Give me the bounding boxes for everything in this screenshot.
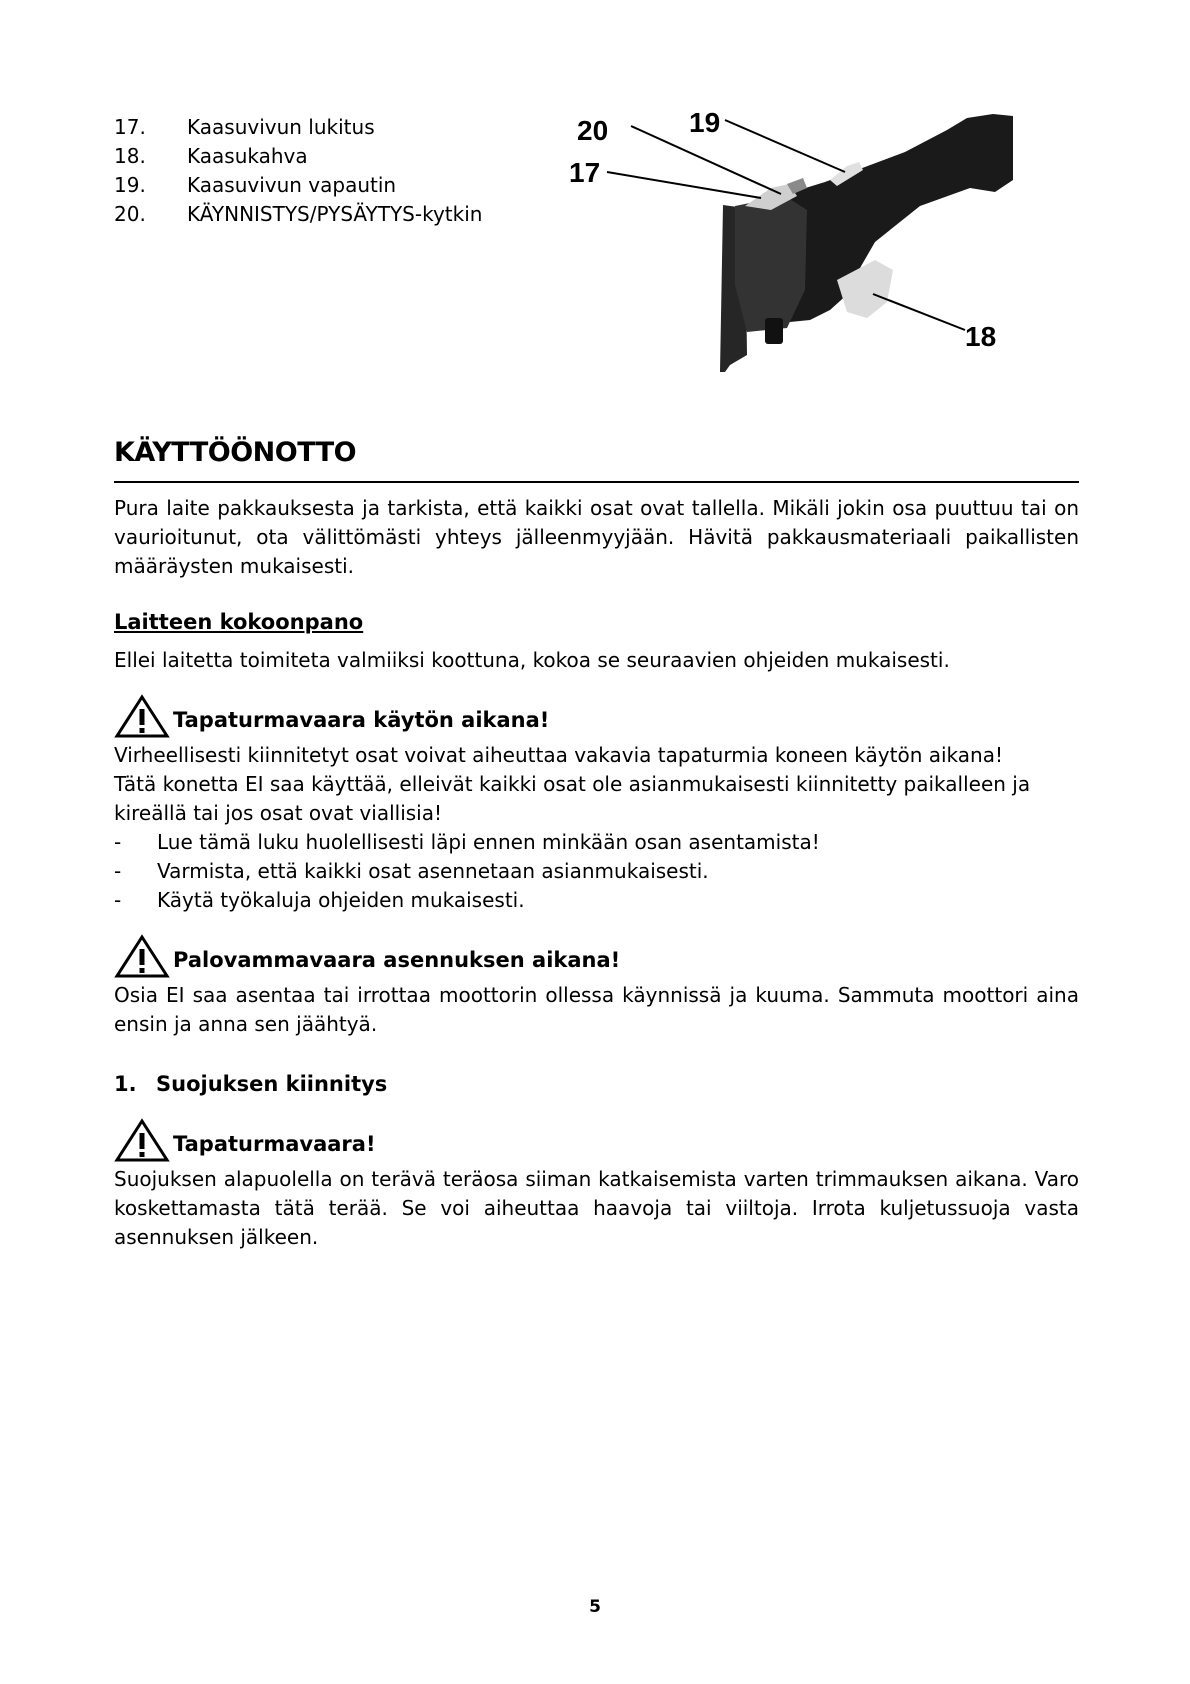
parts-list-item: [114, 171, 482, 200]
warning1-line2: Tätä konetta EI saa käyttää, elleivät kaikki osat ole asianmukaisesti kiinnitetty paikalleen ja: [114, 772, 1031, 796]
warning-title: Palovammavaara asennuksen aikana!: [173, 948, 621, 972]
step-title: Suojuksen kiinnitys: [156, 1072, 388, 1096]
warning2-paragraph: Osia EI saa asentaa tai irrottaa moottorin ollessa käynnissä ja kuuma. Sammuta moottori aina ensin ja anna sen jäähtyä.: [114, 983, 1079, 1036]
part-label: KÄYNNISTYS/PYSÄYTYS-kytkin: [187, 202, 483, 226]
callout-18: 18: [965, 321, 997, 352]
warning-heading-accident-use: [114, 694, 549, 738]
callout-line-17: [607, 172, 761, 198]
list-item: - Varmista, että kaikki osat asennetaan asianmukaisesti.: [114, 857, 820, 886]
throttle-handle-figure: [569, 107, 1015, 372]
warning-triangle-icon: [114, 1118, 170, 1162]
warning1-bullet-list: [114, 828, 820, 915]
section-title: KÄYTTÖÖNOTTO: [114, 437, 357, 468]
parts-list-item: [114, 200, 482, 229]
warning1-line3: kireällä tai jos osat ovat viallisia!: [114, 801, 442, 825]
warning-title: Tapaturmavaara!: [173, 1132, 376, 1156]
intro-paragraph: Pura laite pakkauksesta ja tarkista, että kaikki osat ovat tallella. Mikäli jokin osa puuttuu tai on vaurioitunut, ota välittömästi yhteys jälleenmyyjään. Hävitä pakkausmateriaali paikallisten määräysten mukaisesti.: [114, 496, 1079, 578]
warning-triangle-icon: [114, 934, 170, 978]
assembly-paragraph: Ellei laitetta toimiteta valmiiksi koottuna, kokoa se seuraavien ohjeiden mukaisesti.: [114, 648, 950, 672]
list-item-text: Varmista, että kaikki osat asennetaan asianmukaisesti.: [157, 859, 709, 883]
callout-line-19: [725, 120, 845, 172]
part-label: Kaasuvivun vapautin: [187, 173, 397, 197]
page-number: 5: [589, 1597, 601, 1617]
assembly-heading: Laitteen kokoonpano: [114, 610, 364, 634]
warning-title: Tapaturmavaara käytön aikana!: [173, 708, 550, 732]
section-divider: [114, 481, 1079, 483]
step-heading: [114, 1072, 387, 1096]
callout-20: 20: [577, 115, 609, 146]
callout-19: 19: [689, 107, 721, 138]
callout-line-18: [873, 294, 965, 330]
parts-list-item: [114, 113, 482, 142]
list-item-text: Käytä työkaluja ohjeiden mukaisesti.: [157, 888, 525, 912]
part-label: Kaasuvivun lukitus: [187, 115, 375, 139]
warning-heading-burn: [114, 934, 620, 978]
warning-heading-accident: [114, 1118, 376, 1162]
list-item: - Käytä työkaluja ohjeiden mukaisesti.: [114, 886, 820, 915]
warning3-paragraph: Suojuksen alapuolella on terävä teräosa siiman katkaisemista varten trimmauksen aikana. Varo koskettamasta tätä terää. Se voi aiheuttaa haavoja tai viiltoja. Irrota kuljetussuoja vasta asennuksen jälkeen.: [114, 1167, 1079, 1249]
part-number: 17.: [114, 115, 146, 139]
list-item: - Lue tämä luku huolellisesti läpi ennen minkään osan asentamista!: [114, 828, 820, 857]
list-item-text: Lue tämä luku huolellisesti läpi ennen minkään osan asentamista!: [157, 830, 820, 854]
part-label: Kaasukahva: [187, 144, 308, 168]
parts-list-item: [114, 142, 482, 171]
callout-17: 17: [569, 157, 601, 188]
parts-list: [114, 113, 482, 229]
clamp-knob: [765, 318, 783, 344]
step-number: 1.: [114, 1072, 137, 1096]
warning-triangle-icon: [114, 694, 170, 738]
warning1-line1: Virheellisesti kiinnitetyt osat voivat aiheuttaa vakavia tapaturmia koneen käytön aikana!: [114, 743, 1003, 767]
part-number: 19.: [114, 173, 146, 197]
part-number: 20.: [114, 202, 146, 226]
part-number: 18.: [114, 144, 146, 168]
